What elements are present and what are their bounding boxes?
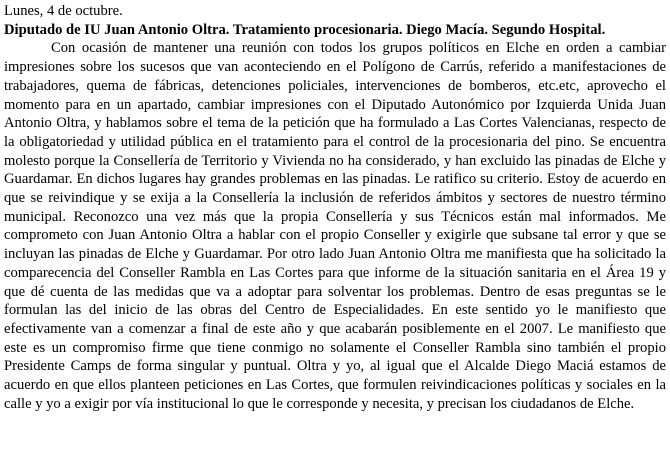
- entry-date: Lunes, 4 de octubre.: [4, 3, 123, 19]
- entry-body: Con ocasión de mantener una reunión con todos los grupos políticos en Elche en orden a cambiar impresiones sobre los sucesos que van aconteciendo en el Polígono de Carrús, referido a manifestaciones de trabajadores, quema de fábricas, detenciones policiales, intervenciones de bomberos, etc.etc, aprovecho el momento para en un apartado, cambiar impresiones con el Diputado Autonómico por Izquierda Unida Juan Antonio Oltra, y hablamos sobre el tema de la petición que ha formulado a Las Cortes Valencianas, respecto de la obligatoriedad y utilidad pública en el tratamiento para el control de la procesionaria del pino. Se encuentra molesto porque la Consellería de Territorio y Vivienda no ha considerado, y han excluido las pinadas de Elche y Guardamar. En dichos lugares hay grandes problemas en las pinadas. Le ratifico su criterio. Estoy de acuerdo en que se reivindique y se exija a la Consellería la inclusión de referidos ámbitos y sectores de nuestro término municipal. Reconozco una vez más que la propia Consellería y sus Técnicos están mal informados. Me comprometo con Juan Antonio Oltra a hablar con el propio Conseller y exigirle que subsane tal error y que se incluyan las pinadas de Elche y Guardamar. Por otro lado Juan Antonio Oltra me manifiesta que ha solicitado la comparecencia del Conseller Rambla en Las Cortes para que informe de la situación sanitaria en el Área 19 y que dé cuenta de las medidas que va a adoptar para solventar los problemas. Dentro de esas preguntas se le formulan las del inicio de las obras del Centro de Especialidades. En este sentido yo le manifiesto que efectivamente van a comenzar a final de este año y que acabarán posiblemente en el 2007. Le manifiesto que este es un compromiso firme que tiene conmigo no solamente el Conseller Rambla sino también el propio Presidente Camps de forma singular y puntual. Oltra y yo, al igual que el Alcalde Diego Maciá estamos de acuerdo en que ellos planteen peticiones en Las Cortes, que formulen reivindicaciones políticas y sociales en la calle y yo a exigir por vía institucional lo que le corresponde y necesita, y precisan los ciudadanos de Elche.: [4, 40, 666, 412]
- entry-heading: Diputado de IU Juan Antonio Oltra. Tratamiento procesionaria. Diego Macía. Segundo Hospital.: [4, 21, 606, 38]
